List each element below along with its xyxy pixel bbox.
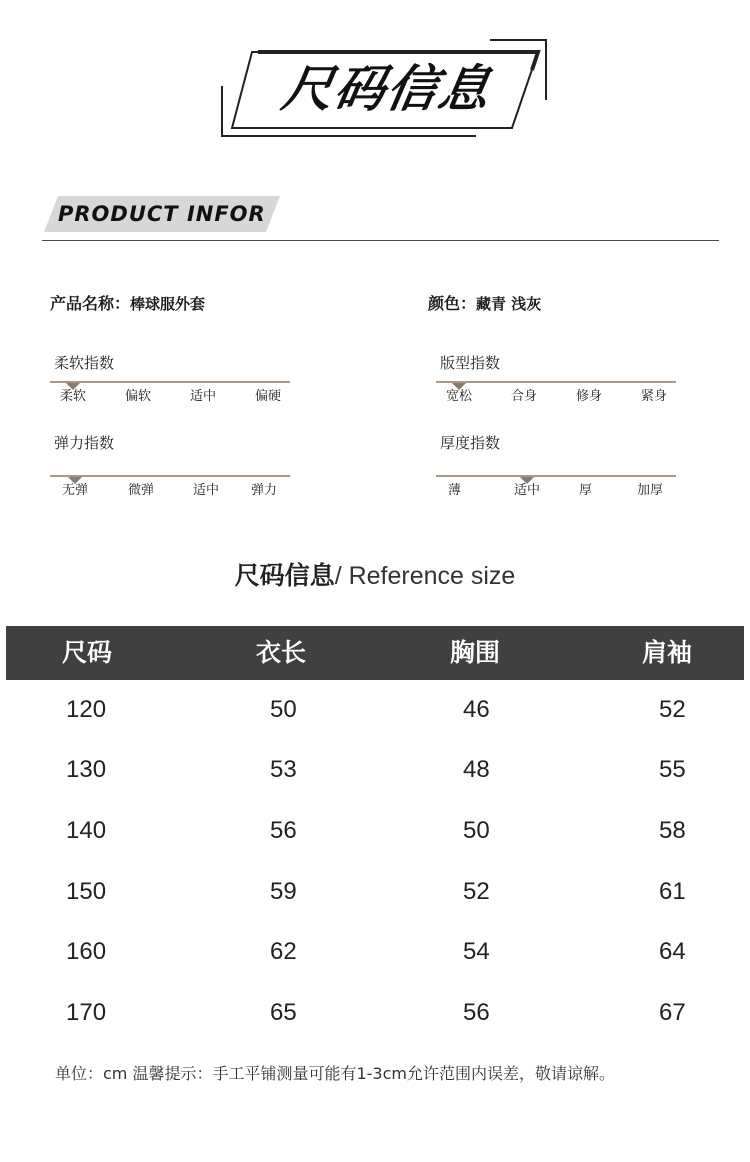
table-cell: 160	[66, 938, 107, 965]
table-cell: 50	[463, 817, 490, 844]
table-cell: 59	[270, 878, 297, 905]
scale-label: 微弹	[128, 483, 155, 498]
table-cell: 130	[66, 756, 107, 783]
scale-label: 加厚	[637, 483, 664, 498]
scale-label: 柔软	[60, 389, 87, 404]
size-section-title-en: / Reference size	[334, 562, 516, 590]
product-infor-label: PRODUCT INFOR	[58, 202, 266, 226]
divider	[42, 240, 719, 241]
table-cell: 170	[66, 999, 107, 1026]
table-cell: 53	[270, 756, 297, 783]
table-cell: 62	[270, 938, 297, 965]
scale-label: 薄	[448, 483, 462, 498]
table-row	[0, 750, 750, 790]
table-row	[0, 872, 750, 912]
size-section-title	[0, 556, 750, 596]
page-title: 尺码信息	[277, 60, 497, 118]
table-cell: 52	[463, 878, 490, 905]
product-color-label: 颜色：	[428, 294, 477, 313]
table-row	[0, 932, 750, 972]
scale-label: 弹力	[251, 483, 278, 498]
scale-elasticity	[50, 432, 290, 498]
scale-title: 版型指数	[440, 354, 501, 372]
scale-line	[50, 475, 290, 477]
product-name-value: 棒球服外套	[130, 295, 206, 313]
table-row	[0, 811, 750, 851]
scale-line	[50, 381, 290, 383]
scale-label: 无弹	[62, 483, 89, 498]
scale-thickness	[436, 432, 676, 498]
table-cell: 67	[659, 999, 686, 1026]
size-section-title-zh: 尺码信息	[234, 561, 335, 590]
scale-label: 宽松	[446, 389, 473, 404]
table-header-cell: 胸围	[450, 638, 501, 667]
table-cell: 65	[270, 999, 297, 1026]
table-cell: 56	[463, 999, 490, 1026]
scale-label: 偏软	[125, 389, 152, 404]
scale-title: 厚度指数	[440, 434, 501, 452]
table-cell: 61	[659, 878, 686, 905]
table-cell: 48	[463, 756, 490, 783]
scale-label: 紧身	[641, 389, 668, 404]
table-cell: 150	[66, 878, 107, 905]
table-cell: 46	[463, 696, 490, 723]
scale-label: 厚	[579, 483, 593, 498]
table-cell: 140	[66, 817, 107, 844]
table-cell: 56	[270, 817, 297, 844]
product-name-label: 产品名称：	[50, 294, 131, 313]
scale-softness	[50, 352, 290, 412]
measurement-note: 单位：cm 温馨提示：手工平铺测量可能有1-3cm允许范围内误差，敬请谅解。	[55, 1064, 615, 1083]
product-color-value: 藏青 浅灰	[476, 295, 542, 313]
product-name	[50, 292, 205, 316]
table-cell: 54	[463, 938, 490, 965]
table-cell: 64	[659, 938, 686, 965]
table-cell: 52	[659, 696, 686, 723]
scale-label: 修身	[576, 389, 603, 404]
table-row	[0, 690, 750, 730]
scale-title: 弹力指数	[54, 434, 115, 452]
table-header-cell: 衣长	[256, 638, 307, 667]
table-header-cell: 尺码	[62, 638, 113, 667]
scale-line	[436, 381, 676, 383]
scale-label: 适中	[514, 483, 541, 498]
scale-line	[436, 475, 676, 477]
scale-label: 适中	[190, 389, 217, 404]
product-color	[428, 292, 541, 316]
scale-label: 偏硬	[255, 389, 282, 404]
table-cell: 58	[659, 817, 686, 844]
title-badge	[0, 0, 750, 160]
size-table-header	[6, 626, 744, 680]
scale-title: 柔软指数	[54, 354, 115, 372]
scale-label: 合身	[511, 389, 538, 404]
scale-label: 适中	[193, 483, 220, 498]
table-cell: 55	[659, 756, 686, 783]
table-cell: 120	[66, 696, 107, 723]
scale-fit	[436, 352, 676, 412]
table-row	[0, 993, 750, 1033]
table-cell: 50	[270, 696, 297, 723]
table-header-cell: 肩袖	[642, 638, 693, 667]
